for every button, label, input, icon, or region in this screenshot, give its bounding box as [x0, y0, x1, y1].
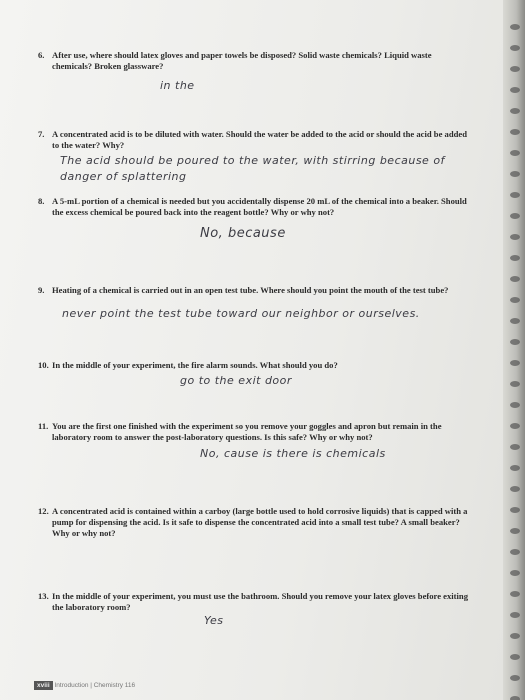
- handwritten-answer-7: The acid should be poured to the water, with stirring because of danger of splattering: [60, 154, 445, 183]
- question-7: [38, 129, 472, 151]
- handwritten-answer-9: never point the test tube toward our neighbor or ourselves.: [62, 307, 420, 320]
- spiral-hole: [510, 360, 520, 366]
- question-text: You are the first one finished with the experiment so you remove your goggles and apron but remain in the laboratory room to answer the post-laboratory questions. Is this safe? Why or why not?: [52, 421, 442, 442]
- spiral-hole: [510, 696, 520, 700]
- question-number: 10.: [38, 360, 49, 370]
- spiral-hole: [510, 150, 520, 156]
- spiral-hole: [510, 465, 520, 471]
- spiral-hole: [510, 633, 520, 639]
- question-text: A concentrated acid is contained within a carboy (large bottle used to hold corrosive liquids) that is capped with a pump for dispensing the acid. Is it safe to dispense the concentrated acid into a small test tube? A small beaker? Why or why not?: [52, 506, 468, 538]
- spiral-hole: [510, 612, 520, 618]
- question-10: [38, 360, 472, 371]
- question-text: In the middle of your experiment, the fire alarm sounds. What should you do?: [52, 360, 338, 370]
- handwritten-answer-13: Yes: [204, 614, 224, 627]
- question-11: [38, 421, 472, 443]
- spiral-hole: [510, 297, 520, 303]
- spiral-hole: [510, 444, 520, 450]
- spiral-hole: [510, 528, 520, 534]
- spiral-binding: [503, 0, 525, 700]
- question-text: A concentrated acid is to be diluted with water. Should the water be added to the acid or should the acid be added to the water? Why?: [52, 129, 467, 150]
- spiral-hole: [510, 318, 520, 324]
- spiral-hole: [510, 381, 520, 387]
- spiral-hole: [510, 339, 520, 345]
- question-number: 7.: [38, 129, 45, 139]
- spiral-hole: [510, 675, 520, 681]
- handwritten-answer-11: No, cause is there is chemicals: [200, 447, 386, 460]
- spiral-hole: [510, 24, 520, 30]
- question-6: [38, 50, 472, 72]
- question-number: 13.: [38, 591, 49, 601]
- question-number: 12.: [38, 506, 49, 516]
- spiral-hole: [510, 402, 520, 408]
- question-13: [38, 591, 472, 613]
- question-number: 8.: [38, 196, 45, 206]
- question-text: After use, where should latex gloves and paper towels be disposed? Solid waste chemicals? Liquid waste chemicals? Broken glassware?: [52, 50, 432, 71]
- spiral-hole: [510, 591, 520, 597]
- handwritten-answer-8: No, because: [200, 226, 286, 241]
- question-12: [38, 506, 472, 539]
- spiral-hole: [510, 507, 520, 513]
- question-text: In the middle of your experiment, you must use the bathroom. Should you remove your latex gloves before exiting the laboratory room?: [52, 591, 468, 612]
- spiral-hole: [510, 192, 520, 198]
- page-footer: [34, 682, 135, 689]
- question-number: 6.: [38, 50, 45, 60]
- question-number: 9.: [38, 285, 45, 295]
- spiral-hole: [510, 234, 520, 240]
- spiral-hole: [510, 423, 520, 429]
- spiral-hole: [510, 549, 520, 555]
- question-9: [38, 285, 472, 296]
- spiral-hole: [510, 255, 520, 261]
- question-number: 11.: [38, 421, 49, 431]
- spiral-hole: [510, 45, 520, 51]
- footer-section: Introduction | Chemistry 116: [54, 682, 136, 689]
- spiral-hole: [510, 570, 520, 576]
- handwritten-answer-10: go to the exit door: [180, 374, 292, 387]
- handwritten-answer-6: in the: [160, 79, 195, 92]
- question-text: A 5-mL portion of a chemical is needed but you accidentally dispense 20 mL of the chemical into a beaker. Should the excess chemical be poured back into the reagent bottle? Why or why not?: [52, 196, 467, 217]
- spiral-hole: [510, 486, 520, 492]
- spiral-hole: [510, 276, 520, 282]
- page-number: xviii: [34, 681, 53, 690]
- spiral-hole: [510, 171, 520, 177]
- spiral-hole: [510, 654, 520, 660]
- question-8: [38, 196, 472, 218]
- spiral-hole: [510, 66, 520, 72]
- spiral-hole: [510, 129, 520, 135]
- spiral-hole: [510, 213, 520, 219]
- question-text: Heating of a chemical is carried out in an open test tube. Where should you point the mouth of the test tube?: [52, 285, 449, 295]
- spiral-hole: [510, 87, 520, 93]
- spiral-hole: [510, 108, 520, 114]
